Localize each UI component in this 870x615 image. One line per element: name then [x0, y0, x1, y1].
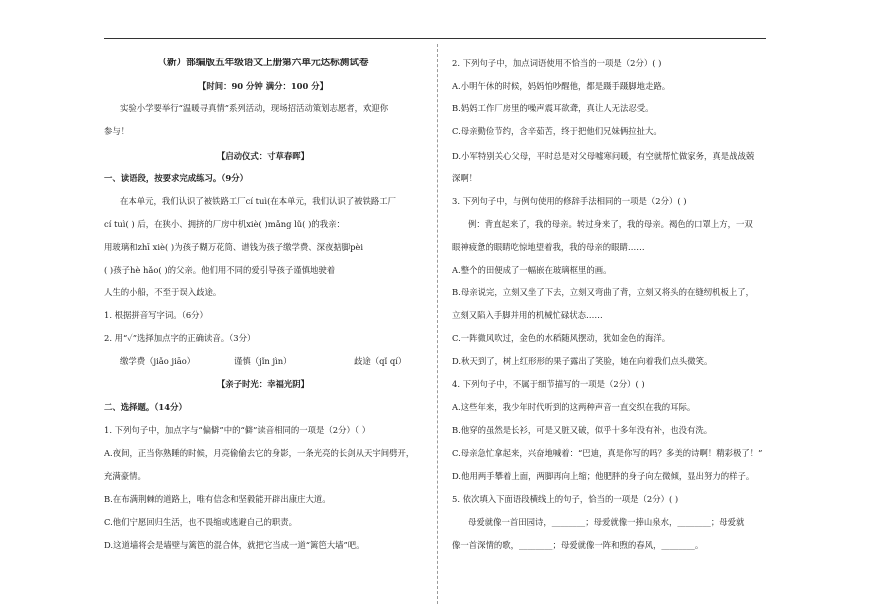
example-line: 眼神疲惫的眼睛吃惊地望着我，我的母亲的眼睛…… [452, 242, 645, 252]
option-a: A.小明午休的时候，妈妈怕吵醒他，都是蹑手蹑脚地走路。 [452, 81, 671, 91]
question-stem: 3. 下列句子中，与例句使用的修辞手法相同的一项是（2分）( ) [452, 196, 687, 206]
option-d: D.他用两手攀着上面，两脚再向上缩；他肥胖的身子向左微倾，显出努力的样子。 [452, 471, 755, 481]
option-d: D.秋天到了，树上红形形的果子露出了笑脸，她在向着我们点头微笑。 [452, 356, 713, 366]
question-stem: 1. 根据拼音写字词。（6分） [104, 310, 208, 320]
reading-choice[interactable]: 缴学费（jiǎo jiāo） [120, 356, 196, 366]
section-header: 【启动仪式：寸草春晖】 [216, 151, 310, 161]
passage-line: 用玻璃和zhī xiè( )为孩子糊万花筒、谱钱为孩子缴学费、深夜掂脚pèi [104, 242, 364, 252]
section-header: 【亲子时光：幸福光阴】 [216, 379, 310, 389]
option-c: C.母亲勤俭节约，含辛茹苦，终于把他们兄妹俩拉扯大。 [452, 126, 662, 136]
intro-line: 实验小学要举行“温暖寻真情”系列活动，现场招活动策划志愿者，欢迎你 [120, 103, 389, 113]
part-title: 一、读语段，按要求完成练习。（9分） [104, 173, 249, 183]
option-c: C.他们宁愿回归生活，也不畏缩或逃避自己的职责。 [104, 517, 298, 527]
option-b-cont: 立刻又陷入手脚并用的机械忙碌状态…… [452, 310, 603, 320]
question-stem: 1. 下列句子中，加点字与“偏僻”中的“僻”读音相同的一项是（2分）（ ） [104, 425, 371, 435]
header-rule [104, 38, 766, 39]
option-b: B.在布满荆棘的道路上，唯有信念和坚毅能开辟出康庄大道。 [104, 494, 331, 504]
exam-title: （新）部编版五年级语文上册第六单元达标测试卷 [157, 58, 369, 68]
intro-line: 参与！ [104, 126, 130, 136]
option-c: C.一阵微风吹过，金色的水稻随风摆动，犹如金色的海洋。 [452, 333, 671, 343]
option-a: A.整个的田便成了一幅嵌在玻璃框里的画。 [452, 265, 612, 275]
fill-blank-line: 像一首深情的歌，________；母爱就像一阵和煦的春风，________。 [452, 540, 704, 550]
question-stem: 4. 下列句子中，不属于细节描写的一项是（2分）( ) [452, 379, 645, 389]
option-a: A.这些年来，我少年时代听到的这两种声音一直交织在我的耳际。 [452, 402, 696, 412]
passage-line: cí tuì( ) 后，在狭小、拥挤的厂房中机xiè( )mǎng lǔ( )的我亲： [104, 219, 345, 229]
time-info: 【时间：90 分钟 满分：100 分】 [197, 81, 328, 91]
passage-line: 人生的小船，不至于误入歧途。 [104, 287, 222, 297]
question-stem: 5. 依次填入下面语段横线上的句子，恰当的一项是（2分）( ) [452, 494, 679, 504]
fill-blank-line: 母爱就像一首田园诗，________；母爱就像一捧山泉水，________；母爱就 [468, 517, 745, 527]
option-b: B.妈妈工作厂房里的噪声震耳欲聋，真让人无法忍受。 [452, 103, 654, 113]
question-stem: 2. 用“✓”选择加点字的正确读音。（3分） [104, 333, 256, 343]
option-a: A.夜间，正当你熟睡的时候，月亮偷偷去它的身影，一条光亮的长剑从天宇间劈开， [104, 448, 415, 458]
option-a-cont: 充满豪情。 [104, 471, 146, 481]
option-b: B.他穿的虽然是长衫，可是又脏又破，似乎十多年没有补，也没有洗。 [452, 425, 713, 435]
reading-choice[interactable]: 歧途（qǐ qí） [354, 356, 407, 366]
option-c: C.母亲急忙拿起来，兴奋地喊着：“巴迪，真是你写的吗？多美的诗啊！精彩极了！” [452, 448, 763, 458]
passage-line: 在本单元，我们认识了被铁路工厂cí tuì(在本单元，我们认识了被铁路工厂 [120, 196, 396, 206]
column-divider [437, 44, 438, 604]
example-line: 例：背直起来了，我的母亲。转过身来了，我的母亲。褐色的口罩上方，一双 [468, 219, 753, 229]
option-d-cont: 深啊！ [452, 173, 478, 183]
part-title: 二、选择题。（14分） [104, 402, 187, 412]
option-d: D.这道墙将会是墙壁与篱笆的混合体，就把它当成一道“篱笆大墙”吧。 [104, 540, 365, 550]
passage-line: ( )孩子hè hǎo( )的父亲。他们用不同的爱引导孩子谨慎地驶着 [104, 265, 336, 275]
question-stem: 2. 下列句子中，加点词语使用不恰当的一项是（2分）( ) [452, 58, 662, 68]
option-d: D.小军特别关心父母，平时总是对父母嘘寒问暖，有空就帮忙做家务，真是战战兢 [452, 151, 755, 161]
option-b: B.母亲说完，立刻又坐了下去，立刻又弯曲了背，立刻又将头的在缝纫机板上了， [452, 287, 754, 297]
reading-choice[interactable]: 谨慎（jǐn jìn） [234, 356, 292, 366]
